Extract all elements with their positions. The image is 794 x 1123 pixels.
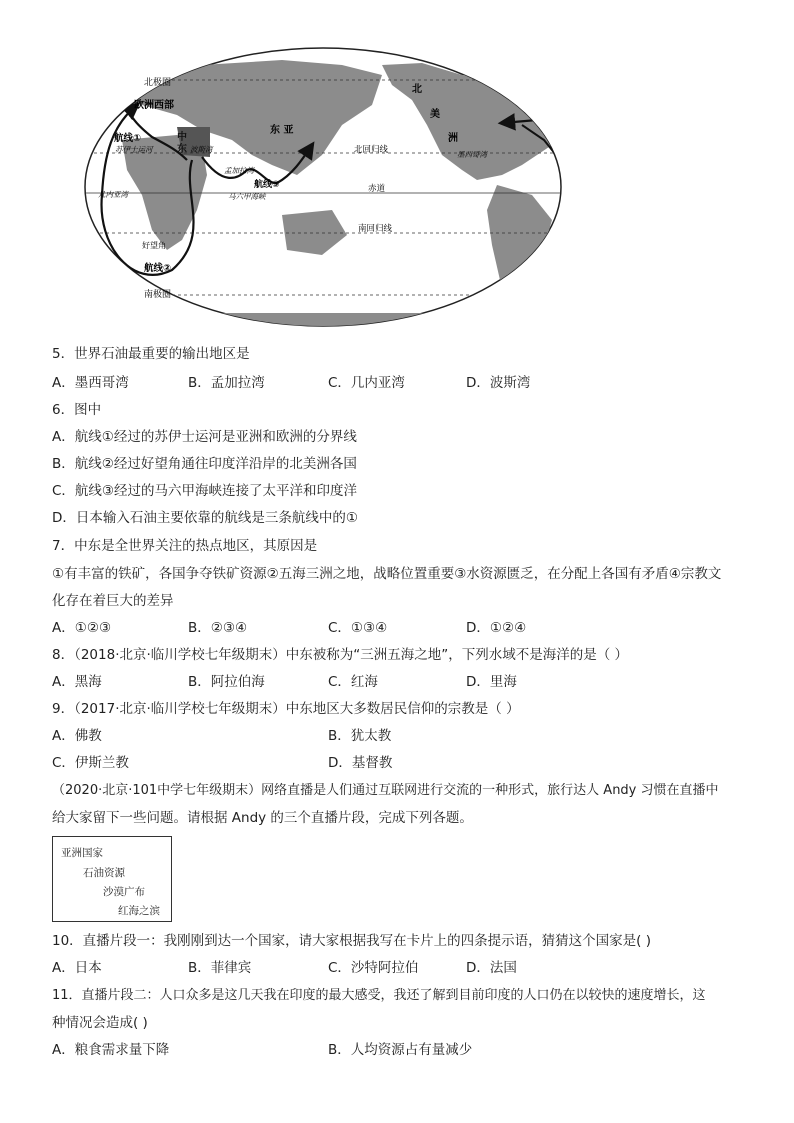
q6-stem: 6．图中: [52, 402, 102, 418]
intro-line-2: 给大家留下一些问题。请根据 Andy 的三个直播片段，完成下列各题。: [52, 810, 473, 826]
label-america2: 洲: [448, 133, 458, 144]
q10-option-d: D．法国: [466, 960, 517, 976]
q9-option-d: D．基督教: [328, 755, 393, 771]
q5-option-b: B．孟加拉湾: [188, 375, 265, 391]
label-malacca: 马六甲海峡: [228, 192, 266, 201]
q10-option-b: B．菲律宾: [188, 960, 252, 976]
label-tropic-n: 北回归线: [354, 145, 389, 155]
label-middle-east1: 中: [177, 132, 187, 143]
intro-line-1: （2020·北京·101中学七年级期末）网络直播是人们通过互联网进行交流的一种形式，旅行达人 Andy 习惯在直播中: [52, 783, 719, 798]
q7-description-1: ①有丰富的铁矿，各国争夺铁矿资源②五海三洲之地，战略位置重要③水资源匮乏，在分配上各国有矛盾④宗教文: [52, 566, 722, 582]
q5-option-c: C．几内亚湾: [328, 375, 405, 391]
q11-option-a: A．粮食需求量下降: [52, 1042, 170, 1058]
world-oil-route-map: [82, 45, 564, 330]
q8-option-b: B．阿拉伯海: [188, 674, 265, 690]
label-america1: 美: [430, 109, 440, 120]
q7-option-c: C．①③④: [328, 620, 388, 636]
label-guinea: 几内亚湾: [98, 190, 128, 199]
q10-option-a: A．日本: [52, 960, 102, 976]
q7-option-b: B．②③④: [188, 620, 248, 636]
hint-card-line-2: 石油资源: [83, 867, 125, 879]
label-route1: 航线①: [114, 133, 142, 144]
q8-option-d: D．里海: [466, 674, 517, 690]
q8-stem: 8．（2018·北京·临川学校七年级期末）中东被称为“三洲五海之地”，下列水域不是海洋的是（ ）: [52, 647, 629, 663]
hint-card-line-1: 亚洲国家: [61, 847, 103, 859]
q8-option-a: A．黑海: [52, 674, 102, 690]
hint-card-line-3: 沙漠广布: [103, 886, 145, 898]
q11-stem-2: 种情况会造成( ): [52, 1015, 148, 1031]
q9-option-c: C．伊斯兰教: [52, 755, 129, 771]
q6-option-a: A．航线①经过的苏伊士运河是亚洲和欧洲的分界线: [52, 429, 357, 445]
q7-option-d: D．①②④: [466, 620, 527, 636]
q5-option-a: A．墨西哥湾: [52, 375, 129, 391]
hint-card: [52, 836, 172, 922]
q7-stem: 7．中东是全世界关注的热点地区，其原因是: [52, 538, 318, 554]
label-east-asia: 东 亚: [270, 125, 294, 136]
q8-option-c: C．红海: [328, 674, 378, 690]
label-route2: 航线②: [144, 263, 172, 274]
q6-option-c: C．航线③经过的马六甲海峡连接了太平洋和印度洋: [52, 483, 358, 499]
label-equator: 赤道: [368, 184, 386, 194]
q6-option-b: B．航线②经过好望角通往印度洋沿岸的北美洲各国: [52, 456, 357, 472]
label-west-europe: 欧洲西部: [134, 100, 174, 111]
label-persian: 波斯湾: [190, 145, 213, 154]
label-route3: 航线③: [254, 180, 280, 190]
q11-option-b: B．人均资源占有量减少: [328, 1042, 473, 1058]
q5-stem: 5．世界石油最重要的输出地区是: [52, 346, 250, 362]
q10-option-c: C．沙特阿拉伯: [328, 960, 419, 976]
label-bengal: 孟加拉湾: [224, 166, 254, 175]
q9-option-a: A．佛教: [52, 728, 102, 744]
label-middle-east2: 东: [177, 144, 187, 155]
label-suez: 苏伊士运河: [115, 145, 153, 154]
q10-stem: 10．直播片段一：我刚刚到达一个国家，请大家根据我写在卡片上的四条提示语，猜猜这个国家是( ): [52, 933, 652, 949]
q9-option-b: B．犹太教: [328, 728, 392, 744]
label-mexico: 墨西哥湾: [457, 150, 487, 159]
antarctica-landmass: [82, 313, 564, 330]
q6-option-d: D．日本输入石油主要依靠的航线是三条航线中的①: [52, 510, 358, 526]
q11-stem-1: 11．直播片段二：人口众多是这几天我在印度的最大感受，我还了解到目前印度的人口仍在以较快的速度增长，这: [52, 988, 706, 1003]
label-arctic: 北极圈: [144, 78, 172, 88]
q9-stem: 9．（2017·北京·临川学校七年级期末）中东地区大多数居民信仰的宗教是（ ）: [52, 701, 520, 717]
label-tropic-s: 南回归线: [358, 224, 393, 234]
label-antarctic: 南极圈: [144, 290, 172, 300]
hint-card-line-4: 红海之滨: [118, 905, 160, 917]
label-cape: 好望角: [142, 241, 166, 250]
label-north: 北: [412, 84, 422, 95]
q7-description-2: 化存在着巨大的差异: [52, 593, 174, 609]
q7-option-a: A．①②③: [52, 620, 112, 636]
q5-option-d: D．波斯湾: [466, 375, 531, 391]
